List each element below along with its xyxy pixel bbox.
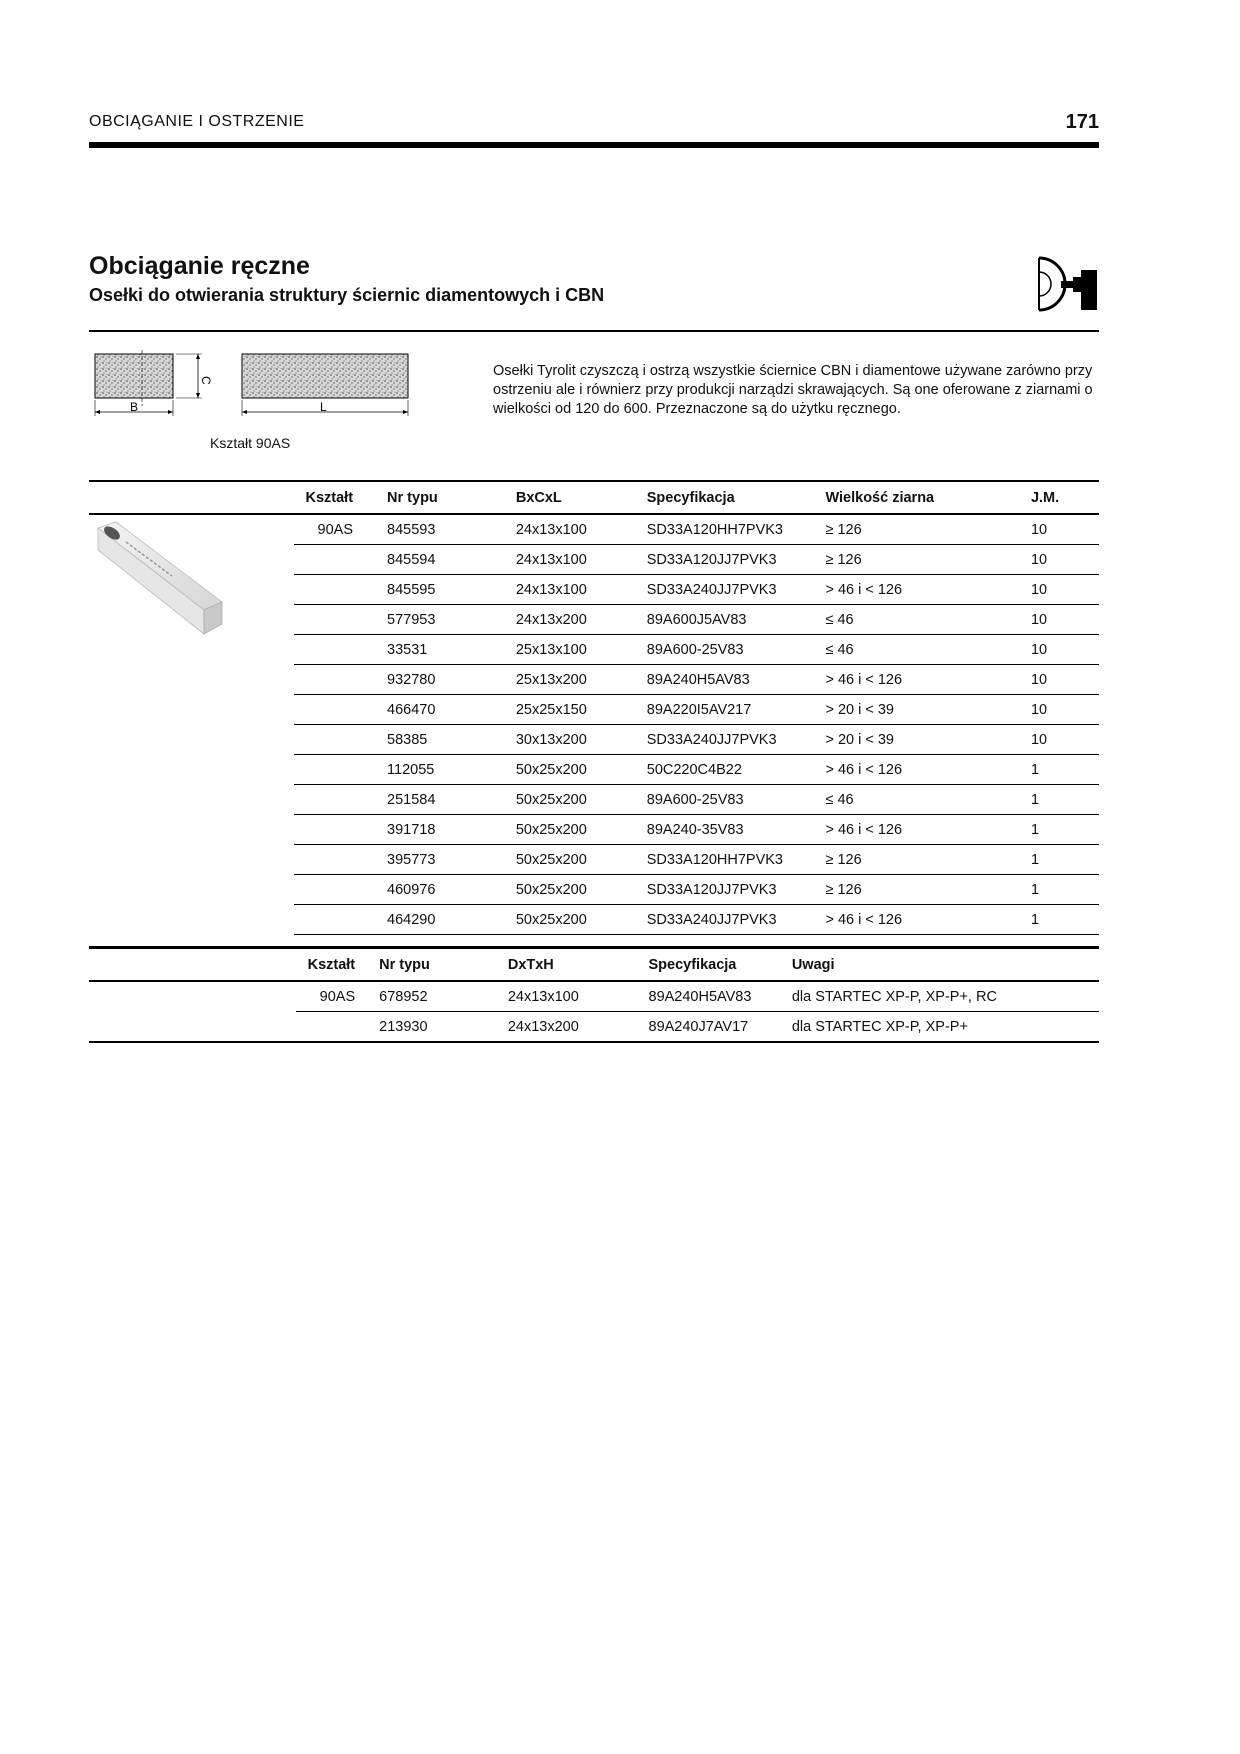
- table-cell: 1: [1031, 845, 1099, 875]
- table-row: [89, 605, 1099, 635]
- table-cell: 395773: [377, 845, 516, 875]
- table-row: [89, 725, 1099, 755]
- col-dimensions: DxTxH: [508, 948, 649, 982]
- table-cell: [294, 815, 377, 845]
- table-cell: 1: [1031, 815, 1099, 845]
- col-shape: Kształt: [296, 948, 379, 982]
- table-cell: 213930: [379, 1012, 508, 1043]
- table-cell: ≤ 46: [825, 785, 1031, 815]
- table-cell: 845595: [377, 575, 516, 605]
- table-cell: 24x13x200: [516, 605, 647, 635]
- dim-c-label: C: [199, 376, 213, 385]
- table-cell: 89A600J5AV83: [647, 605, 826, 635]
- header-rule: [89, 142, 1099, 148]
- table-cell: ≥ 126: [825, 514, 1031, 545]
- table-cell: 460976: [377, 875, 516, 905]
- image-cell: [89, 605, 294, 635]
- page-number: 171: [1065, 111, 1099, 133]
- table-cell: [294, 875, 377, 905]
- table-cell: 50x25x200: [516, 875, 647, 905]
- table-row: [89, 545, 1099, 575]
- table-cell: 50x25x200: [516, 905, 647, 935]
- image-cell: [89, 725, 294, 755]
- table-row: [89, 981, 1099, 1012]
- table-cell: > 46 i < 126: [825, 575, 1031, 605]
- table-cell: [294, 695, 377, 725]
- table-row: [89, 785, 1099, 815]
- table-cell: 10: [1031, 725, 1099, 755]
- table-cell: [294, 605, 377, 635]
- table-cell: 50C220C4B22: [647, 755, 826, 785]
- table-cell: 24x13x100: [508, 981, 649, 1012]
- table-cell: ≤ 46: [825, 635, 1031, 665]
- col-spec: Specyfikacja: [649, 948, 792, 982]
- table-cell: 90AS: [294, 514, 377, 545]
- table-cell: 678952: [379, 981, 508, 1012]
- table-cell: 50x25x200: [516, 755, 647, 785]
- table-cell: 25x25x150: [516, 695, 647, 725]
- image-cell: [89, 1012, 296, 1043]
- col-unit: J.M.: [1031, 481, 1099, 514]
- table-cell: 89A240H5AV83: [649, 981, 792, 1012]
- table-cell: > 20 i < 39: [825, 725, 1031, 755]
- product-table: [89, 480, 1099, 935]
- table-row: [89, 905, 1099, 935]
- section-title: OBCIĄGANIE I OSTRZENIE: [89, 113, 305, 130]
- table-cell: [294, 755, 377, 785]
- table-cell: 10: [1031, 695, 1099, 725]
- table-cell: [294, 905, 377, 935]
- table-cell: 10: [1031, 545, 1099, 575]
- accessory-table: [89, 946, 1099, 1043]
- table-cell: 1: [1031, 875, 1099, 905]
- table-cell: > 46 i < 126: [825, 905, 1031, 935]
- table-cell: 24x13x100: [516, 545, 647, 575]
- table-cell: SD33A120JJ7PVK3: [647, 545, 826, 575]
- table-row: [89, 575, 1099, 605]
- table-cell: > 20 i < 39: [825, 695, 1031, 725]
- table-row: [89, 875, 1099, 905]
- table-cell: 1: [1031, 905, 1099, 935]
- table-cell: ≥ 126: [825, 545, 1031, 575]
- table-cell: SD33A240JJ7PVK3: [647, 725, 826, 755]
- table-cell: SD33A120JJ7PVK3: [647, 875, 826, 905]
- table-cell: [294, 575, 377, 605]
- table-cell: dla STARTEC XP-P, XP-P+, RC: [792, 981, 1099, 1012]
- table-row: [89, 1012, 1099, 1043]
- table-cell: 845593: [377, 514, 516, 545]
- table-cell: [294, 635, 377, 665]
- col-shape: Kształt: [294, 481, 377, 514]
- shape-drawing-front: [90, 350, 220, 420]
- table-row: [89, 695, 1099, 725]
- table-cell: 33531: [377, 635, 516, 665]
- image-cell: [89, 695, 294, 725]
- image-cell: [89, 785, 294, 815]
- table-cell: 10: [1031, 605, 1099, 635]
- table-cell: 24x13x100: [516, 575, 647, 605]
- image-cell: [89, 575, 294, 605]
- table-cell: 466470: [377, 695, 516, 725]
- image-cell: [89, 981, 296, 1012]
- table-cell: [294, 665, 377, 695]
- table-cell: 58385: [377, 725, 516, 755]
- table-cell: SD33A120HH7PVK3: [647, 845, 826, 875]
- image-cell: [89, 665, 294, 695]
- title-rule: [89, 330, 1099, 332]
- table-cell: 89A240-35V83: [647, 815, 826, 845]
- col-nr-typu: Nr typu: [377, 481, 516, 514]
- table-cell: > 46 i < 126: [825, 815, 1031, 845]
- table-cell: 25x13x200: [516, 665, 647, 695]
- image-cell: [89, 545, 294, 575]
- product-description: Osełki Tyrolit czyszczą i ostrzą wszystkie ściernice CBN i diamentowe używane zarówno przy ostrzeniu ale i równierz przy produkcji narządzi skrawających. Są one oferowane z ziarnami o wielkości od 120 do 600. Przeznaczone są do użytku ręcznego.: [493, 363, 1093, 417]
- table-cell: 50x25x200: [516, 845, 647, 875]
- table-header-row: [89, 481, 1099, 514]
- table-cell: 89A600-25V83: [647, 785, 826, 815]
- table-cell: 112055: [377, 755, 516, 785]
- table-cell: SD33A120HH7PVK3: [647, 514, 826, 545]
- image-cell: [89, 905, 294, 935]
- table-row: [89, 845, 1099, 875]
- table-cell: 10: [1031, 514, 1099, 545]
- table-cell: 1: [1031, 755, 1099, 785]
- table-cell: > 46 i < 126: [825, 665, 1031, 695]
- table-cell: ≥ 126: [825, 845, 1031, 875]
- table-header-row: [89, 948, 1099, 982]
- table-cell: ≥ 126: [825, 875, 1031, 905]
- table-row: [89, 755, 1099, 785]
- table-row: [89, 815, 1099, 845]
- col-nr-typu: Nr typu: [379, 948, 508, 982]
- table-cell: 10: [1031, 635, 1099, 665]
- table-row: [89, 514, 1099, 545]
- table-cell: 577953: [377, 605, 516, 635]
- image-cell: [89, 875, 294, 905]
- image-cell: [89, 815, 294, 845]
- col-notes: Uwagi: [792, 948, 1099, 982]
- table-cell: 50x25x200: [516, 815, 647, 845]
- table-cell: 25x13x100: [516, 635, 647, 665]
- shape-caption: Kształt 90AS: [210, 435, 291, 451]
- table-cell: SD33A240JJ7PVK3: [647, 905, 826, 935]
- table-cell: 89A240H5AV83: [647, 665, 826, 695]
- table-cell: 89A240J7AV17: [649, 1012, 792, 1043]
- table-cell: 10: [1031, 665, 1099, 695]
- page-header: [89, 113, 1099, 135]
- table-cell: 24x13x200: [508, 1012, 649, 1043]
- table-cell: 1: [1031, 785, 1099, 815]
- table-cell: [294, 725, 377, 755]
- dressing-tool-icon: [1033, 256, 1099, 312]
- col-spec: Specyfikacja: [647, 481, 826, 514]
- dim-l-label: L: [320, 400, 327, 414]
- table-cell: 89A600-25V83: [647, 635, 826, 665]
- table-row: [89, 665, 1099, 695]
- table-cell: dla STARTEC XP-P, XP-P+: [792, 1012, 1099, 1043]
- shape-drawing-side: [240, 350, 415, 420]
- dim-b-label: B: [130, 400, 139, 414]
- table-cell: 90AS: [296, 981, 379, 1012]
- table-cell: 932780: [377, 665, 516, 695]
- table-cell: 30x13x200: [516, 725, 647, 755]
- table-cell: 50x25x200: [516, 785, 647, 815]
- table-row: [89, 635, 1099, 665]
- table-cell: 845594: [377, 545, 516, 575]
- page-title: Obciąganie ręczne: [89, 252, 310, 280]
- table-cell: [294, 545, 377, 575]
- table-cell: [294, 785, 377, 815]
- table-cell: 464290: [377, 905, 516, 935]
- table-cell: 251584: [377, 785, 516, 815]
- table-cell: 10: [1031, 575, 1099, 605]
- table-cell: 89A220I5AV217: [647, 695, 826, 725]
- col-dimensions: BxCxL: [516, 481, 647, 514]
- col-grain: Wielkość ziarna: [825, 481, 1031, 514]
- page-subtitle: Osełki do otwierania struktury ściernic diamentowych i CBN: [89, 285, 605, 305]
- table-cell: ≤ 46: [825, 605, 1031, 635]
- image-cell: [89, 755, 294, 785]
- table-cell: > 46 i < 126: [825, 755, 1031, 785]
- table-cell: [294, 845, 377, 875]
- table-cell: SD33A240JJ7PVK3: [647, 575, 826, 605]
- table-cell: 391718: [377, 815, 516, 845]
- table-cell: 24x13x100: [516, 514, 647, 545]
- image-cell: [89, 514, 294, 545]
- image-cell: [89, 635, 294, 665]
- table-cell: [296, 1012, 379, 1043]
- image-cell: [89, 845, 294, 875]
